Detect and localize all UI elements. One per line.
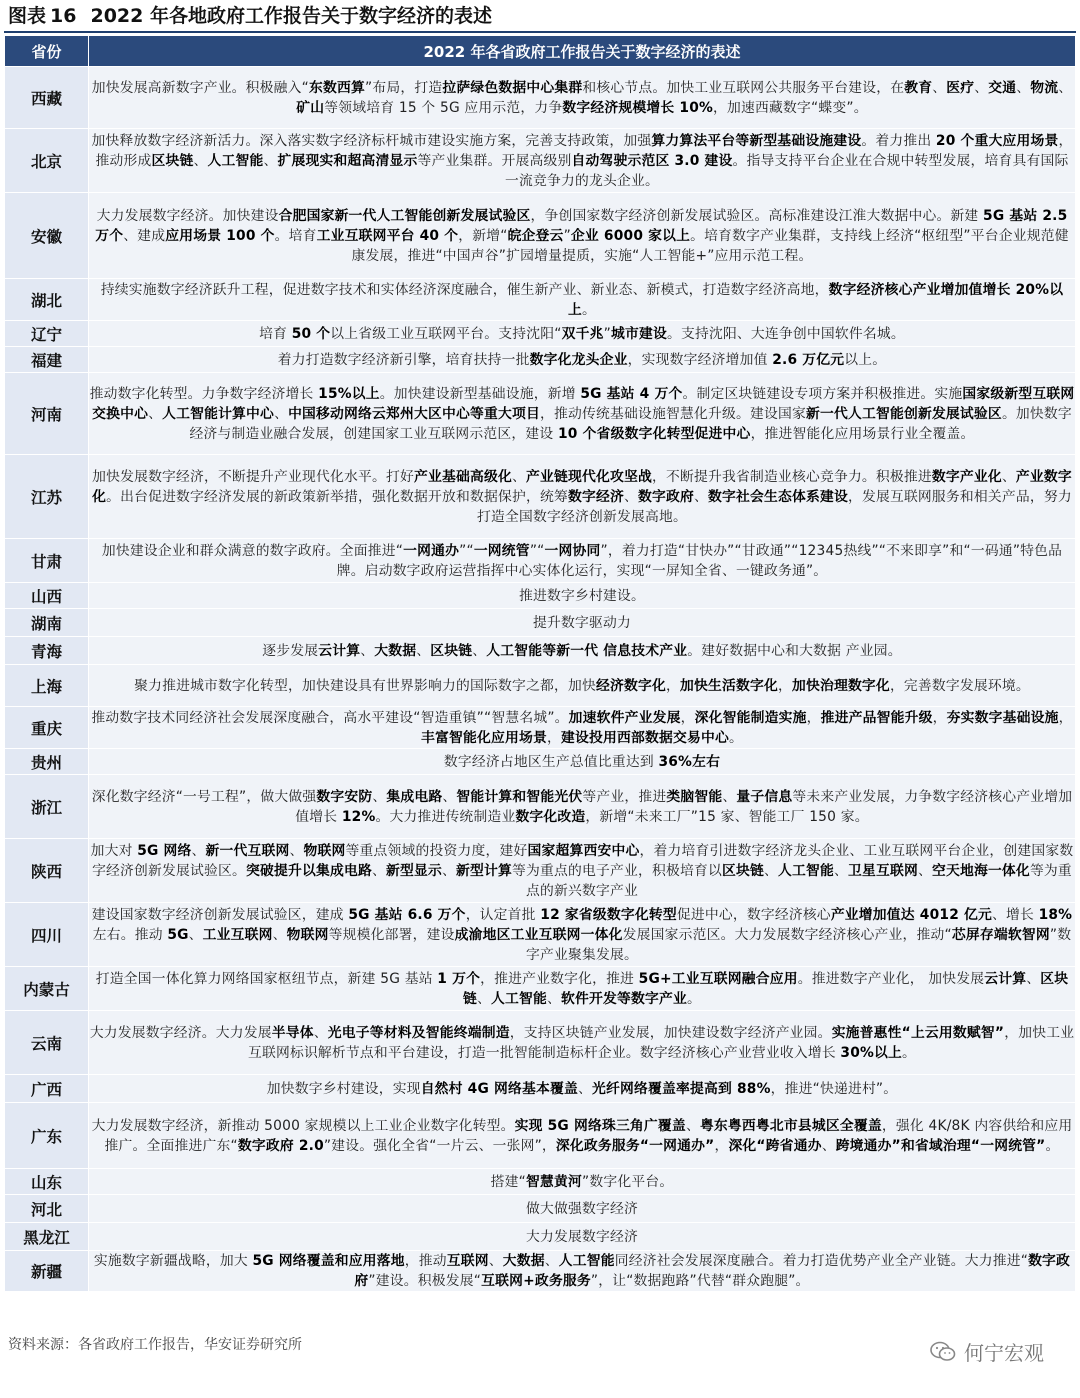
province-cell: 青海 [5,637,89,665]
figure-title-text: 2022 年各地政府工作报告关于数字经济的表述 [90,5,492,27]
description-cell: 推进数字乡村建设。 [89,583,1076,609]
description-cell: 加快释放数字经济新活力。深入落实数字经济标杆城市建设实施方案，完善支持政策，加强算力算法平台等新型基础设施建设。着力推出 20 个重大应用场景，推动形成区块链、人工智能、扩展现实和超高清显示等产业集群。开展高级别自动驾驶示范区 3.0 建设。指导支持平台企业在合规中转型发展，培育具有国际一流竞争力的龙头企业。 [89,129,1076,193]
report-table [4,35,1076,1292]
table-row [5,1223,1076,1251]
table-row [5,967,1076,1011]
header-province: 省份 [5,36,89,67]
province-cell: 福建 [5,347,89,373]
province-cell: 黑龙江 [5,1223,89,1251]
province-cell: 河北 [5,1195,89,1223]
table-row [5,637,1076,665]
description-cell: 推动数字化转型。力争数字经济增长 15%以上。加快建设新型基础设施，新增 5G 基站 4 万个。制定区块链建设专项方案并积极推进。实施国家级新型互联网交换中心、人工智能计算中心、中国移动网络云郑州大区中心等重大项目，推动传统基础设施智慧化升级。建设国家新一代人工智能创新发展试验区。加快数字经济与制造业融合发展，创建国家工业互联网示范区，建设 10 个省级数字化转型促进中心，推进智能化应用场景行业全覆盖。 [89,373,1076,455]
description-cell: 持续实施数字经济跃升工程，促进数字技术和实体经济深度融合，催生新产业、新业态、新模式，打造数字经济高地，数字经济核心产业增加值增长 20%以上。 [89,279,1076,321]
header-description: 2022 年各省政府工作报告关于数字经济的表述 [89,36,1076,67]
province-cell: 西藏 [5,67,89,129]
province-cell: 安徽 [5,193,89,279]
description-cell: 搭建“智慧黄河”数字化平台。 [89,1169,1076,1195]
table-row [5,749,1076,775]
province-cell: 陕西 [5,839,89,903]
table-body [5,67,1076,1292]
province-cell: 新疆 [5,1251,89,1292]
description-cell: 提升数字驱动力 [89,609,1076,637]
province-cell: 贵州 [5,749,89,775]
description-cell: 深化数字经济“一号工程”，做大做强数字安防、集成电路、智能计算和智能光伏等产业，推进类脑智能、量子信息等未来产业发展，力争数字经济核心产业增加值增长 12%。大力推进传统制造业数字化改造，新增“未来工厂”15 家、智能工厂 150 家。 [89,775,1076,839]
province-cell: 山西 [5,583,89,609]
table-row [5,839,1076,903]
description-cell: 大力发展数字经济。加快建设合肥国家新一代人工智能创新发展试验区，争创国家数字经济创新发展试验区。高标准建设江淮大数据中心。新建 5G 基站 2.5 万个、建成应用场景 100 个。培育工业互联网平台 40 个，新增“皖企登云”企业 6000 家以上。培育数字产业集群，支持线上经济“枢纽型”平台企业规范健康发展，推进“中国声谷”扩园增量提质，实施“人工智能+”应用示范工程。 [89,193,1076,279]
description-cell: 聚力推进城市数字化转型，加快建设具有世界影响力的国际数字之都，加快经济数字化，加快生活数字化，加快治理数字化，完善数字发展环境。 [89,665,1076,707]
province-cell: 广东 [5,1103,89,1169]
province-cell: 湖南 [5,609,89,637]
province-cell: 广西 [5,1075,89,1103]
description-cell: 大力发展数字经济。大力发展半导体、光电子等材料及智能终端制造，支持区块链产业发展，加快建设数字经济产业园。实施普惠性“上云用数赋智”，加快工业互联网标识解析节点和平台建设，打造一批智能制造标杆企业。数字经济核心产业营业收入增长 30%以上。 [89,1011,1076,1075]
wechat-icon [930,1341,956,1363]
description-cell: 推动数字技术同经济社会发展深度融合，高水平建设“智造重镇”“智慧名城”。加速软件产业发展，深化智能制造实施，推进产品智能升级，夯实数字基础设施，丰富智能化应用场景，建设投用西部数据交易中心。 [89,707,1076,749]
province-cell: 河南 [5,373,89,455]
province-cell: 浙江 [5,775,89,839]
table-row [5,707,1076,749]
description-cell: 实施数字新疆战略，加大 5G 网络覆盖和应用落地，推动互联网、大数据、人工智能同经济社会发展深度融合。着力打造优势产业全产业链。大力推进“数字政府”建设。积极发展“互联网+政务服务”，让“数据跑路”代替“群众跑腿”。 [89,1251,1076,1292]
table-row [5,583,1076,609]
description-cell: 做大做强数字经济 [89,1195,1076,1223]
province-cell: 四川 [5,903,89,967]
description-cell: 培育 50 个以上省级工业互联网平台。支持沈阳“双千兆”城市建设。支持沈阳、大连争创中国软件名城。 [89,321,1076,347]
description-cell: 大力发展数字经济，新推动 5000 家规模以上工业企业数字化转型。实现 5G 网络珠三角广覆盖、粤东粤西粤北市县城区全覆盖，强化 4K/8K 内容供给和应用推广。全面推进广东“数字政府 2.0”建设。强化全省“一片云、一张网”，深化政务服务“一网通办”，深化“跨省通办、跨境通办”和省域治理“一网统管”。 [89,1103,1076,1169]
description-cell: 大力发展数字经济 [89,1223,1076,1251]
province-cell: 北京 [5,129,89,193]
table-row [5,665,1076,707]
title-rule [4,31,1076,33]
province-cell: 云南 [5,1011,89,1075]
province-cell: 重庆 [5,707,89,749]
table-row [5,321,1076,347]
table-row [5,609,1076,637]
province-cell: 内蒙古 [5,967,89,1011]
table-row [5,1195,1076,1223]
table-header-row [5,36,1076,67]
table-row [5,455,1076,539]
table-row [5,1075,1076,1103]
table-row [5,903,1076,967]
figure-label: 图表 [8,5,47,27]
table-row [5,347,1076,373]
table-row [5,1011,1076,1075]
description-cell: 加快建设企业和群众满意的数字政府。全面推进“一网通办”“一网统管”“一网协同”，着力打造“甘快办”“甘政通”“12345热线”“不来即享”和“一码通”特色品牌。启动数字政府运营指挥中心实体化运行，实现“一屏知全省、一键政务通”。 [89,539,1076,583]
description-cell: 建设国家数字经济创新发展试验区，建成 5G 基站 6.6 万个，认定首批 12 家省级数字化转型促进中心，数字经济核心产业增加值达 4012 亿元、增长 18%左右。推动 5G、工业互联网、物联网等规模化部署，建设成渝地区工业互联网一体化发展国家示范区。大力发展数字经济核心产业，推动“芯屏存端软智网”数字产业聚集发展。 [89,903,1076,967]
table-row [5,67,1076,129]
table-row [5,279,1076,321]
table-row [5,1251,1076,1292]
table-row [5,129,1076,193]
province-cell: 甘肃 [5,539,89,583]
figure-title [8,2,492,30]
description-cell: 加快发展高新数字产业。积极融入“东数西算”布局，打造拉萨绿色数据中心集群和核心节点。加快工业互联网公共服务平台建设，在教育、医疗、交通、物流、矿山等领域培育 15 个 5G 应用示范，力争数字经济规模增长 10%，加速西藏数字“蝶变”。 [89,67,1076,129]
watermark [930,1337,1044,1366]
description-cell: 加大对 5G 网络、新一代互联网、物联网等重点领域的投资力度，建好国家超算西安中心，着力培育引进数字经济龙头企业、工业互联网平台企业，创建国家数字经济创新发展试验区。突破提升以集成电路、新型显示、新型计算等为重点的电子产业，积极培育以区块链、人工智能、卫星互联网、空天地海一体化等为重点的新兴数字产业 [89,839,1076,903]
table-row [5,539,1076,583]
description-cell: 加快发展数字经济，不断提升产业现代化水平。打好产业基础高级化、产业链现代化攻坚战，不断提升我省制造业核心竞争力。积极推进数字产业化、产业数字化。出台促进数字经济发展的新政策新举措，强化数据开放和数据保护，统筹数字经济、数字政府、数字社会生态体系建设，发展互联网服务和相关产品，努力打造全国数字经济创新发展高地。 [89,455,1076,539]
description-cell: 打造全国一体化算力网络国家枢纽节点，新建 5G 基站 1 万个，推进产业数字化，推进 5G+工业互联网融合应用。推进数字产业化， 加快发展云计算、区块链、人工智能、软件开发等数字产业。 [89,967,1076,1011]
figure-number: 16 [50,5,77,27]
province-cell: 山东 [5,1169,89,1195]
province-cell: 辽宁 [5,321,89,347]
table-row [5,775,1076,839]
description-cell: 数字经济占地区生产总值比重达到 36%左右 [89,749,1076,775]
table-row [5,1103,1076,1169]
source-note: 资料来源：各省政府工作报告，华安证券研究所 [8,1337,302,1353]
table-row [5,373,1076,455]
province-cell: 湖北 [5,279,89,321]
table-row [5,193,1076,279]
province-cell: 上海 [5,665,89,707]
description-cell: 加快数字乡村建设，实现自然村 4G 网络基本覆盖、光纤网络覆盖率提高到 88%，推进“快递进村”。 [89,1075,1076,1103]
description-cell: 着力打造数字经济新引擎，培育扶持一批数字化龙头企业，实现数字经济增加值 2.6 万亿元以上。 [89,347,1076,373]
province-cell: 江苏 [5,455,89,539]
table-row [5,1169,1076,1195]
watermark-text: 何宁宏观 [964,1341,1044,1365]
description-cell: 逐步发展云计算、大数据、区块链、人工智能等新一代 信息技术产业。建好数据中心和大数据 产业园。 [89,637,1076,665]
